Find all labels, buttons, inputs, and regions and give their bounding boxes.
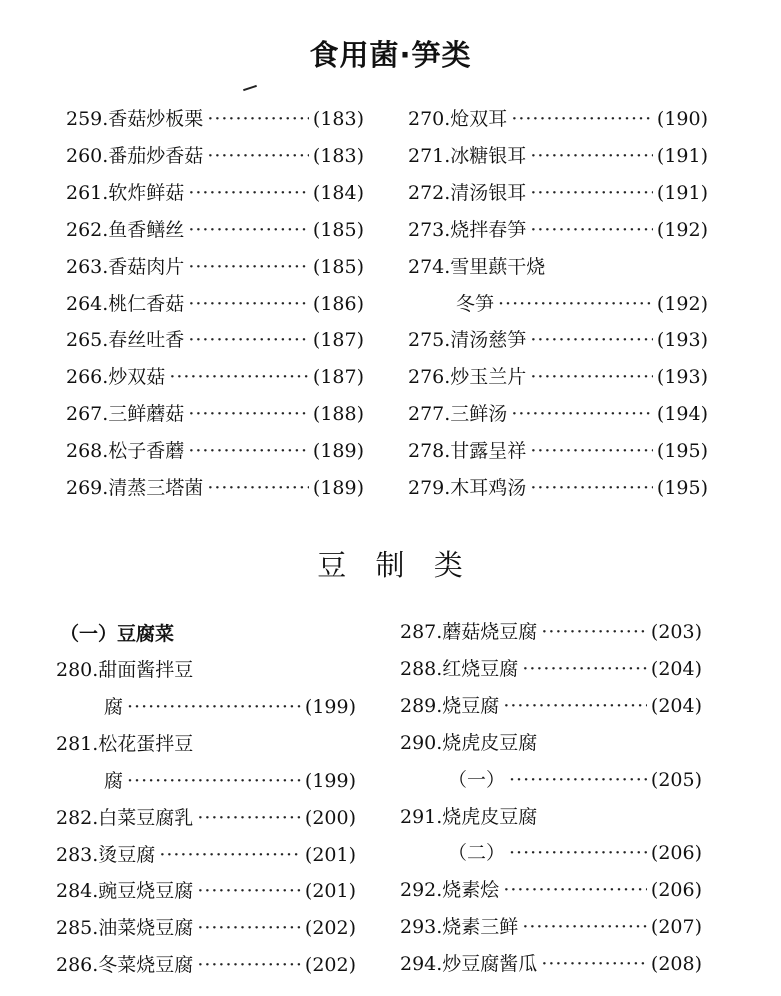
toc-entry-page: (183)	[312, 108, 364, 130]
toc-entry	[456, 289, 708, 319]
toc-entry-label: 271.冰糖银耳	[408, 144, 527, 167]
dot-leader	[188, 325, 309, 355]
dot-leader	[530, 141, 653, 171]
toc-entry-label: 276.炒玉兰片	[408, 366, 527, 389]
toc-entry-label: 274.雪里蕻干烧	[408, 255, 546, 278]
toc-entry	[400, 912, 702, 942]
dot-leader	[530, 178, 653, 208]
toc-entry-label: 261.软炸鲜菇	[66, 181, 185, 204]
toc-entry-label: 289.烧豆腐	[400, 694, 500, 717]
toc-entry-label: 269.清蒸三塔菌	[66, 477, 204, 499]
toc-entry-label: 277.三鲜汤	[408, 403, 508, 426]
toc-entry	[66, 178, 364, 208]
toc-entry-page: (207)	[650, 916, 702, 939]
toc-entry-label: 腐	[104, 695, 124, 718]
dot-leader	[530, 215, 653, 245]
toc-entry	[408, 141, 708, 171]
toc-entry-page: (195)	[656, 440, 708, 463]
toc-entry-page: (190)	[656, 108, 708, 130]
dot-leader	[541, 617, 647, 647]
toc-entry-label: 263.香菇肉片	[66, 255, 185, 278]
dot-leader	[530, 325, 653, 355]
dot-leader	[509, 765, 647, 795]
toc-entry-page: (192)	[656, 292, 708, 315]
toc-entry-label: 冬笋	[456, 292, 495, 315]
toc-entry	[104, 766, 356, 796]
toc-entry-label: 294.炒豆腐酱瓜	[400, 953, 538, 976]
toc-entry-page: (206)	[650, 842, 702, 865]
toc-entry	[66, 473, 364, 503]
dot-leader	[207, 104, 309, 134]
dot-leader	[509, 838, 647, 868]
toc-entry	[408, 252, 708, 282]
toc-entry-page: (192)	[656, 218, 708, 241]
toc-entry-label: 290.烧虎皮豆腐	[400, 731, 538, 754]
scan-mark	[243, 85, 257, 91]
toc-entry-label: 282.白菜豆腐乳	[56, 806, 194, 829]
toc-entry	[400, 802, 702, 832]
dot-leader	[188, 178, 309, 208]
toc-entry-label: 270.炝双耳	[408, 108, 508, 130]
toc-entry-label: 285.油菜烧豆腐	[56, 917, 194, 940]
toc-entry-label: 266.炒双菇	[66, 366, 166, 389]
toc-entry	[408, 399, 708, 429]
toc-entry	[408, 436, 708, 466]
toc-entry-page: (204)	[650, 657, 702, 680]
section-title-soy-products: 豆 制 类	[317, 548, 464, 582]
toc-entry-page: (193)	[656, 366, 708, 389]
toc-entry	[66, 289, 364, 319]
toc-entry-page: (204)	[650, 694, 702, 717]
toc-entry	[66, 436, 364, 466]
toc-entry-page: (200)	[304, 806, 356, 829]
toc-entry-label: 283.烫豆腐	[56, 843, 156, 866]
toc-entry-label: 287.蘑菇烧豆腐	[400, 621, 538, 643]
dot-leader	[188, 436, 309, 466]
toc-entry	[56, 729, 356, 759]
dot-leader	[188, 289, 309, 319]
toc-entry-label: （一）	[448, 768, 506, 791]
toc-entry	[66, 399, 364, 429]
dot-leader	[503, 875, 647, 905]
toc-entry-label: 268.松子香蘑	[66, 440, 185, 463]
toc-entry-label: 259.香菇炒板栗	[66, 108, 204, 130]
toc-entry	[400, 691, 702, 721]
toc-entry	[66, 141, 364, 171]
toc-entry-label: 264.桃仁香菇	[66, 292, 185, 315]
toc-entry-page: (191)	[656, 181, 708, 204]
dot-leader	[159, 840, 301, 870]
toc-entry	[408, 325, 708, 355]
dot-leader	[188, 252, 309, 282]
toc-entry-page: (185)	[312, 255, 364, 278]
toc-entry	[408, 362, 708, 392]
dot-leader	[530, 362, 653, 392]
toc-entry-page: (206)	[650, 879, 702, 902]
toc-entry-page: (183)	[312, 144, 364, 167]
toc-entry	[448, 765, 702, 795]
toc-entry	[408, 215, 708, 245]
toc-entry	[408, 104, 708, 134]
toc-entry	[56, 950, 356, 980]
toc-entry	[56, 840, 356, 870]
dot-leader	[511, 399, 653, 429]
toc-entry	[400, 728, 702, 758]
toc-entry	[66, 252, 364, 282]
dot-leader	[503, 691, 647, 721]
toc-entry	[66, 215, 364, 245]
toc-entry-page: (188)	[312, 403, 364, 426]
dot-leader	[530, 473, 653, 503]
dot-leader	[511, 104, 653, 134]
toc-entry	[408, 178, 708, 208]
toc-entry-page: (187)	[312, 366, 364, 389]
toc-entry-page: (187)	[312, 329, 364, 352]
toc-entry-page: (202)	[304, 954, 356, 977]
toc-entry	[104, 692, 356, 722]
toc-entry-label: 275.清汤慈笋	[408, 329, 527, 352]
toc-entry-label: 273.烧拌春笋	[408, 218, 527, 241]
toc-entry	[400, 875, 702, 905]
dot-leader	[498, 289, 653, 319]
toc-entry-label: 292.烧素烩	[400, 879, 500, 902]
toc-entry	[56, 913, 356, 943]
toc-entry-page: (199)	[304, 695, 356, 718]
toc-entry-page: (194)	[656, 403, 708, 426]
dot-leader	[207, 141, 309, 171]
dot-leader	[169, 362, 309, 392]
dot-leader	[207, 473, 309, 503]
toc-entry-label: （二）	[448, 842, 506, 865]
toc-entry-label: 265.春丝吐香	[66, 329, 185, 352]
toc-entry-label: 281.松花蛋拌豆	[56, 732, 194, 755]
toc-entry-label: 291.烧虎皮豆腐	[400, 805, 538, 828]
toc-entry	[56, 655, 356, 685]
toc-entry	[400, 654, 702, 684]
toc-entry-page: (184)	[312, 181, 364, 204]
toc-entry-page: (193)	[656, 329, 708, 352]
toc-entry-page: (203)	[650, 621, 702, 643]
dot-leader	[522, 912, 647, 942]
dot-leader	[197, 876, 301, 906]
toc-entry-page: (186)	[312, 292, 364, 315]
toc-entry-label: 腐	[104, 769, 124, 792]
toc-entry-page: (189)	[312, 440, 364, 463]
toc-entry-label: 260.番茄炒香菇	[66, 144, 204, 167]
dot-leader	[530, 436, 653, 466]
toc-entry	[448, 838, 702, 868]
toc-entry-page: (189)	[312, 477, 364, 499]
dot-leader	[541, 949, 647, 979]
dot-leader	[197, 803, 301, 833]
toc-entry-page: (202)	[304, 917, 356, 940]
toc-entry-page: (201)	[304, 843, 356, 866]
toc-entry	[66, 104, 364, 134]
dot-leader	[197, 950, 301, 980]
toc-entry-page: (205)	[650, 768, 702, 791]
toc-entry-page: (191)	[656, 144, 708, 167]
toc-entry	[56, 876, 356, 906]
subheading-tofu-dishes: （一）豆腐菜	[60, 623, 175, 645]
toc-entry-label: 262.鱼香鳝丝	[66, 218, 185, 241]
toc-entry-label: 278.甘露呈祥	[408, 440, 527, 463]
toc-entry-label: 280.甜面酱拌豆	[56, 659, 194, 681]
dot-leader	[188, 399, 309, 429]
toc-entry	[400, 617, 702, 647]
dot-leader	[197, 913, 301, 943]
toc-entry	[400, 949, 702, 979]
toc-entry	[66, 362, 364, 392]
toc-entry-label: 267.三鲜蘑菇	[66, 403, 185, 426]
dot-leader	[522, 654, 647, 684]
toc-entry-page: (208)	[650, 953, 702, 976]
toc-entry	[66, 325, 364, 355]
dot-leader	[188, 215, 309, 245]
toc-entry-page: (199)	[304, 769, 356, 792]
dot-leader	[127, 692, 301, 722]
toc-entry-page: (195)	[656, 477, 708, 499]
toc-entry-label: 284.豌豆烧豆腐	[56, 880, 194, 903]
toc-entry-label: 286.冬菜烧豆腐	[56, 954, 194, 977]
toc-entry	[56, 803, 356, 833]
toc-entry	[408, 473, 708, 503]
toc-entry-label: 293.烧素三鲜	[400, 916, 519, 939]
toc-entry-label: 279.木耳鸡汤	[408, 477, 527, 499]
dot-leader	[127, 766, 301, 796]
toc-entry-label: 288.红烧豆腐	[400, 657, 519, 680]
toc-entry-label: 272.清汤银耳	[408, 181, 527, 204]
section-title-mushroom-bamboo: 食用菌·笋类	[309, 38, 472, 72]
toc-entry-page: (185)	[312, 218, 364, 241]
toc-entry-page: (201)	[304, 880, 356, 903]
